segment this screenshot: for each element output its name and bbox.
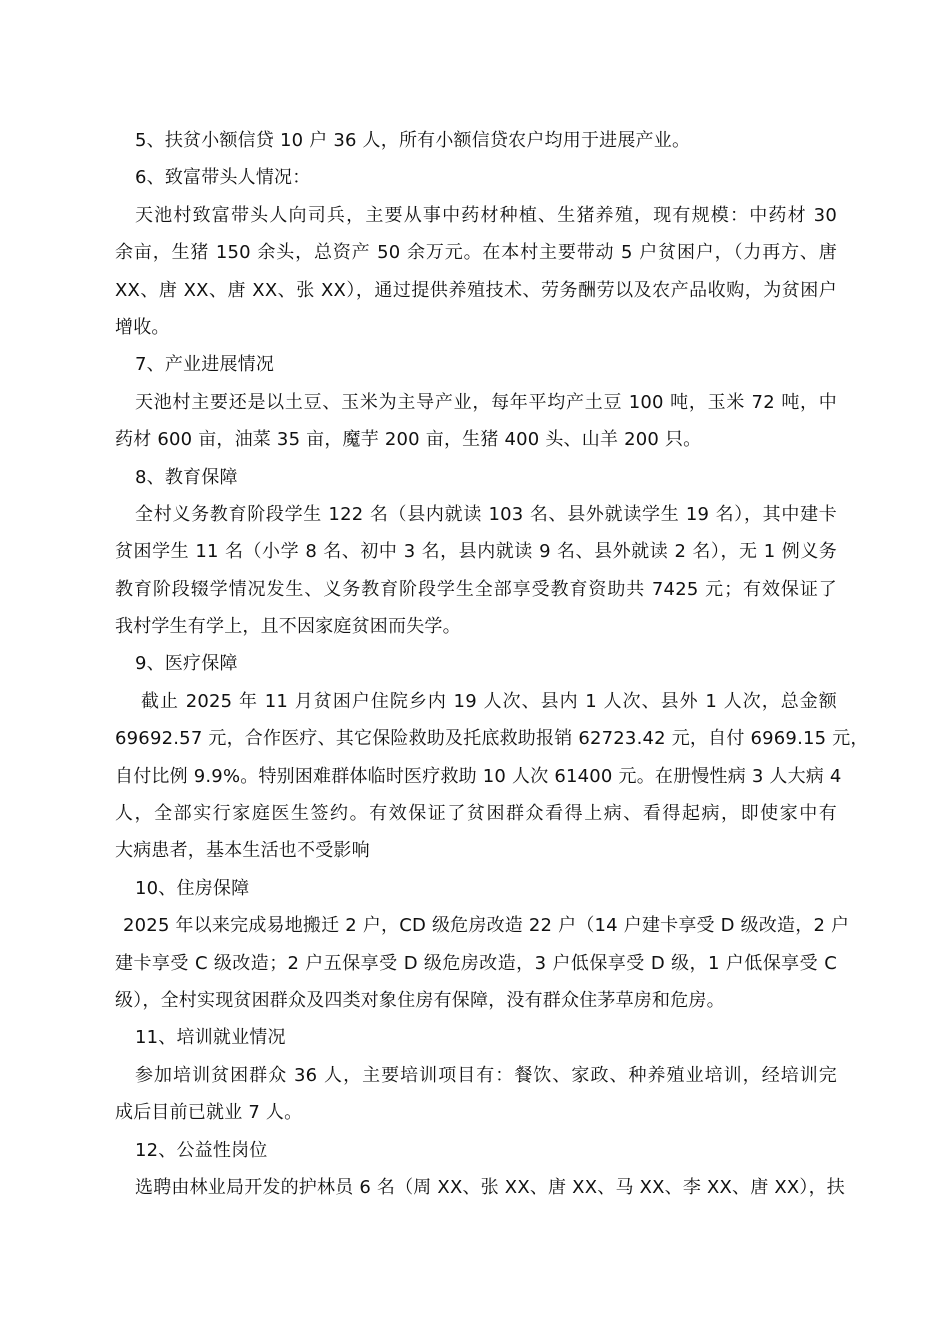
- section-heading-education: 8、教育保障: [135, 466, 238, 488]
- section-heading-industry: 7、产业进展情况: [135, 354, 275, 376]
- section-heading-leaders: 6、致富带头人情况：: [135, 167, 311, 189]
- document-body: [115, 122, 869, 1206]
- paragraph-line: 天池村主要还是以土豆、玉米为主导产业，每年平均产土豆 100 吨，玉米 72 吨，中: [135, 391, 837, 413]
- paragraph-line: 级），全村实现贫困群众及四类对象住房有保障，没有群众住茅草房和危房。: [115, 989, 725, 1011]
- paragraph-line-microcredit: 5、扶贫小额信贷 10 户 36 人，所有小额信贷农户均用于进展产业。: [135, 130, 691, 151]
- paragraph-line: 天池村致富带头人向司兵，主要从事中药材种植、生猪养殖，现有规模：中药材 30: [135, 204, 837, 226]
- section-heading-training: 11、培训就业情况: [135, 1027, 286, 1049]
- paragraph-line: 药材 600 亩，油菜 35 亩，魔芋 200 亩，生猪 400 头、山羊 200 只。: [115, 429, 702, 451]
- paragraph-line: 人，全部实行家庭医生签约。有效保证了贫困群众看得上病、看得起病，即使家中有: [115, 803, 837, 825]
- paragraph-line: 教育阶段辍学情况发生、义务教育阶段学生全部享受教育资助共 7425 元；有效保证了: [115, 578, 837, 600]
- paragraph-line: 参加培训贫困群众 36 人，主要培训项目有：餐饮、家政、种养殖业培训，经培训完: [135, 1064, 837, 1086]
- paragraph-line: 选聘由林业局开发的护林员 6 名（周 XX、张 XX、唐 XX、马 XX、李 XX、唐 XX），扶: [135, 1176, 845, 1198]
- paragraph-line: 自付比例 9.9%。特别困难群体临时医疗救助 10 人次 61400 元。在册慢性病 3 人大病 4: [115, 765, 842, 787]
- paragraph-line: 增收。: [115, 316, 170, 338]
- paragraph-line: 2025 年以来完成易地搬迁 2 户，CD 级危房改造 22 户（14 户建卡享受 D 级改造，2 户: [123, 915, 850, 937]
- section-heading-public-posts: 12、公益性岗位: [135, 1139, 268, 1161]
- paragraph-line: 建卡享受 C 级改造；2 户五保享受 D 级危房改造，3 户低保享受 D 级，1 户低保享受 C: [115, 952, 837, 974]
- paragraph-line: 贫困学生 11 名（小学 8 名、初中 3 名，县内就读 9 名、县外就读 2 名），无 1 例义务: [115, 541, 837, 563]
- paragraph-line: 截止 2025 年 11 月贫困户住院乡内 19 人次、县内 1 人次、县外 1 人次，总金额: [141, 690, 837, 712]
- paragraph-line: 我村学生有学上，且不因家庭贫困而失学。: [115, 616, 461, 638]
- section-heading-housing: 10、住房保障: [135, 877, 250, 899]
- paragraph-line: 全村义务教育阶段学生 122 名（县内就读 103 名、县外就读学生 19 名），其中建卡: [135, 503, 837, 525]
- paragraph-line: 大病患者，基本生活也不受影响: [115, 840, 370, 862]
- paragraph-line: XX、唐 XX、唐 XX、张 XX），通过提供养殖技术、劳务酬劳以及农产品收购，为贫困户: [115, 279, 837, 301]
- paragraph-line: 成后目前已就业 7 人。: [115, 1102, 303, 1124]
- section-heading-medical: 9、医疗保障: [135, 653, 238, 675]
- paragraph-line: 69692.57 元，合作医疗、其它保险救助及托底救助报销 62723.42 元，自付 6969.15 元，: [115, 728, 869, 750]
- paragraph-line: 余亩，生猪 150 余头，总资产 50 余万元。在本村主要带动 5 户贫困户，（力再方、唐: [115, 242, 837, 264]
